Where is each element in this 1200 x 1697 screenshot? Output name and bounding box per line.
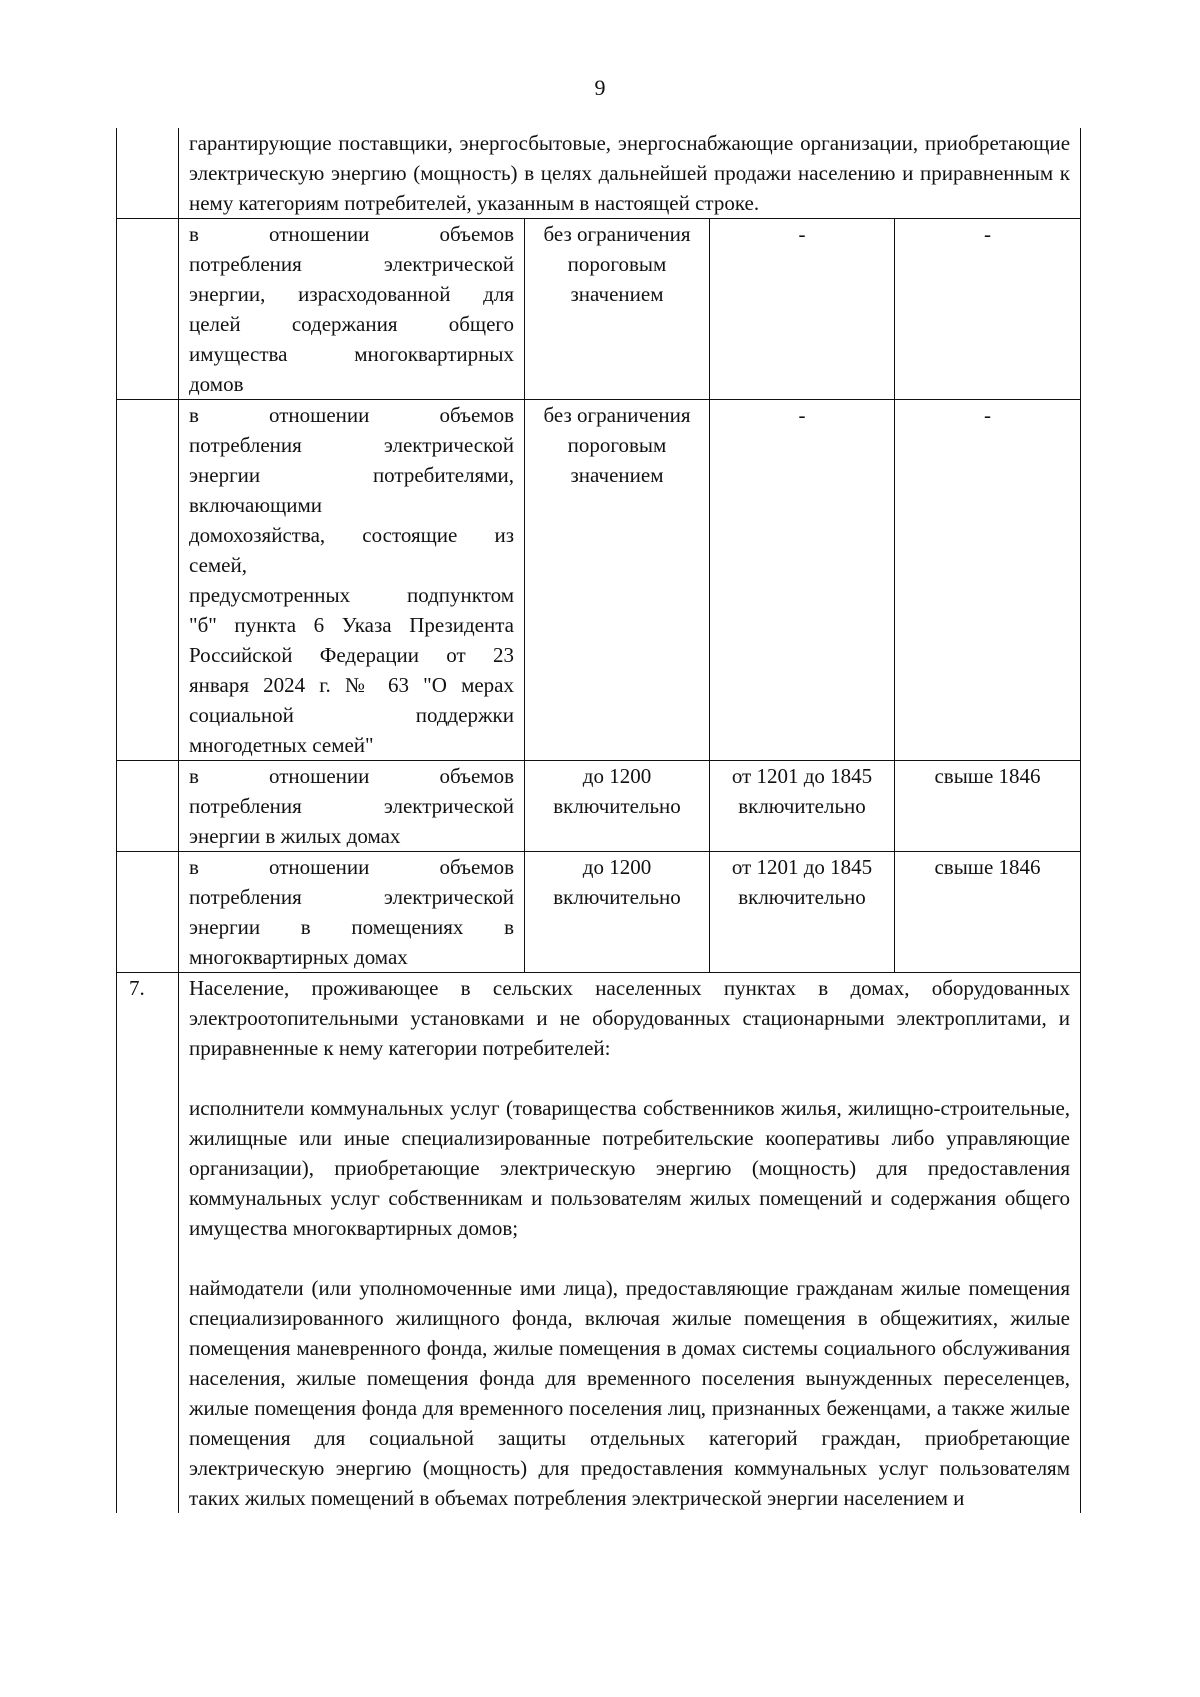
section-7-paragraph: Население, проживающее в сельских населенных пунктах в домах, оборудованных электроотопительными установками и не оборудованных стационарными электроплитами, и приравненные к нему категории потребителей: — [189, 976, 1071, 1060]
range-first-cell: без ограничения пороговым значением — [525, 400, 710, 761]
table-row — [117, 400, 1081, 761]
tariff-table — [116, 128, 1081, 1513]
row-description: в отношении объемов потребления электрической энергии в жилых домах — [179, 761, 525, 852]
row-description: в отношении объемов потребления электрической энергии в помещениях в многоквартирных домах — [179, 852, 525, 973]
number-cell — [117, 761, 179, 852]
range-second-cell: от 1201 до 1845 включительно — [710, 852, 895, 973]
table-row — [117, 219, 1081, 400]
range-second-cell: - — [710, 219, 895, 400]
row-description: в отношении объемов потребления электрической энергии, израсходованной для целей содержания общего имущества многоквартирных домов — [179, 219, 525, 400]
range-second-cell: - — [710, 400, 895, 761]
number-cell — [117, 852, 179, 973]
paragraph-gap — [189, 1063, 1070, 1093]
table-row-section-7 — [117, 973, 1081, 1514]
page-number: 9 — [594, 75, 606, 100]
number-cell — [117, 128, 179, 219]
table-row — [117, 761, 1081, 852]
number-cell — [117, 219, 179, 400]
section-7-paragraph: исполнители коммунальных услуг (товарищества собственников жилья, жилищно-строительные, жилищные или иные специализированные потребительские кооперативы либо управляющие организации), приобретающие электрическую энергию (мощность) для предоставления коммунальных услуг собственникам и пользователям жилых помещений и содержания общего имущества многоквартирных домов; — [189, 1096, 1071, 1240]
range-third-cell: - — [895, 400, 1081, 761]
range-third-cell: - — [895, 219, 1081, 400]
number-cell — [117, 400, 179, 761]
range-third-cell: свыше 1846 — [895, 852, 1081, 973]
range-first-cell: без ограничения пороговым значением — [525, 219, 710, 400]
section-7-paragraph: наймодатели (или уполномоченные ими лица), предоставляющие гражданам жилые помещения специализированного жилищного фонда, включая жилые помещения в общежитиях, жилые помещения маневренного фонда, жилые помещения в домах системы социального обслуживания населения, жилые помещения фонда для временного поселения вынужденных переселенцев, жилые помещения фонда для временного поселения лиц, признанных беженцами, а также жилые помещения для социальной защиты отдельных категорий граждан, приобретающие электрическую энергию (мощность) для предоставления коммунальных услуг пользователям таких жилых помещений в объемах потребления электрической энергии населением и — [189, 1276, 1071, 1510]
range-second-cell: от 1201 до 1845 включительно — [710, 761, 895, 852]
row-description: в отношении объемов потребления электрической энергии потребителями, включающими домохозяйства, состоящие из семей, предусмотренных подпунктом "б" пункта 6 Указа Президента Российской Федерации от 23 января 2024 г. № 63 "О мерах социальной поддержки многодетных семей" — [179, 400, 525, 761]
table-row — [117, 852, 1081, 973]
table-row-intro — [117, 128, 1081, 219]
paragraph-gap — [189, 1243, 1070, 1273]
range-third-cell: свыше 1846 — [895, 761, 1081, 852]
section-7-body — [179, 973, 1081, 1514]
range-first-cell: до 1200 включительно — [525, 761, 710, 852]
range-first-cell: до 1200 включительно — [525, 852, 710, 973]
intro-text: гарантирующие поставщики, энергосбытовые, энергоснабжающие организации, приобретающие электрическую энергию (мощность) в целях дальнейшей продажи населению и приравненным к нему категориям потребителей, указанным в настоящей строке. — [179, 128, 1081, 219]
section-number: 7. — [117, 973, 179, 1514]
